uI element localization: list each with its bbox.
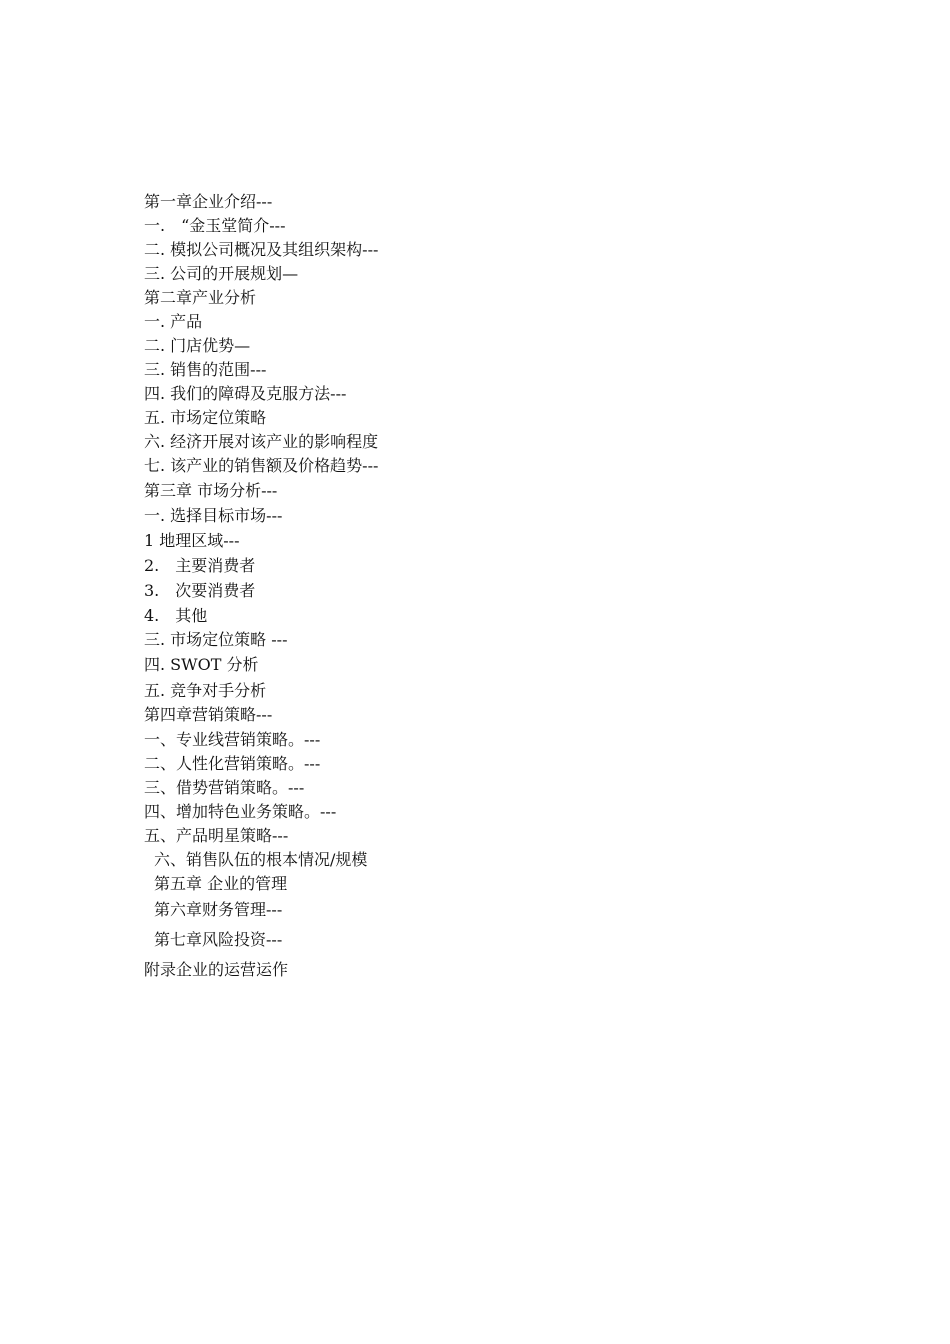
toc-chapter-4: 第四章营销策略--- — [144, 705, 273, 724]
toc-line: 四. SWOT 分析 — [144, 655, 259, 674]
toc-line: 二. 门店优势— — [144, 336, 251, 355]
toc-line: 六、销售队伍的根本情况/规模 — [154, 850, 368, 869]
toc-chapter-1: 第一章企业介绍--- — [144, 192, 273, 211]
toc-line: 五. 市场定位策略 — [144, 408, 267, 427]
toc-line: 五. 竞争对手分析 — [144, 681, 267, 700]
toc-line: 四. 我们的障碍及克服方法--- — [144, 384, 347, 403]
toc-chapter-2: 第二章产业分析 — [144, 288, 257, 307]
toc-line: 一、专业线营销策略。--- — [144, 730, 321, 749]
toc-line: 三. 销售的范围--- — [144, 360, 267, 379]
toc-line: 三. 市场定位策略 --- — [144, 630, 288, 649]
toc-line: 六. 经济开展对该产业的影响程度 — [144, 432, 379, 451]
toc-line: 一. 产品 — [144, 312, 203, 331]
toc-chapter-7: 第七章风险投资--- — [154, 930, 283, 949]
toc-line: 3. 次要消费者 — [144, 581, 256, 600]
toc-line: 1 地理区域--- — [144, 531, 240, 550]
toc-line: 五、产品明星策略--- — [144, 826, 289, 845]
toc-line: 七. 该产业的销售额及价格趋势--- — [144, 456, 379, 475]
toc-line: 二. 模拟公司概况及其组织架构--- — [144, 240, 379, 259]
toc-line: 4. 其他 — [144, 606, 208, 625]
toc-line: 二、人性化营销策略。--- — [144, 754, 321, 773]
toc-chapter-5: 第五章 企业的管理 — [154, 874, 288, 893]
toc-line: 三、借势营销策略。--- — [144, 778, 305, 797]
toc-chapter-6: 第六章财务管理--- — [154, 900, 283, 919]
toc-line: 四、增加特色业务策略。--- — [144, 802, 337, 821]
toc-appendix: 附录企业的运营运作 — [144, 960, 289, 979]
toc-line: 一. “金玉堂简介--- — [144, 216, 286, 235]
toc-chapter-3: 第三章 市场分析--- — [144, 481, 278, 500]
toc-line: 三. 公司的开展规划— — [144, 264, 299, 283]
toc-line: 2. 主要消费者 — [144, 556, 256, 575]
toc-line: 一. 选择目标市场--- — [144, 506, 283, 525]
